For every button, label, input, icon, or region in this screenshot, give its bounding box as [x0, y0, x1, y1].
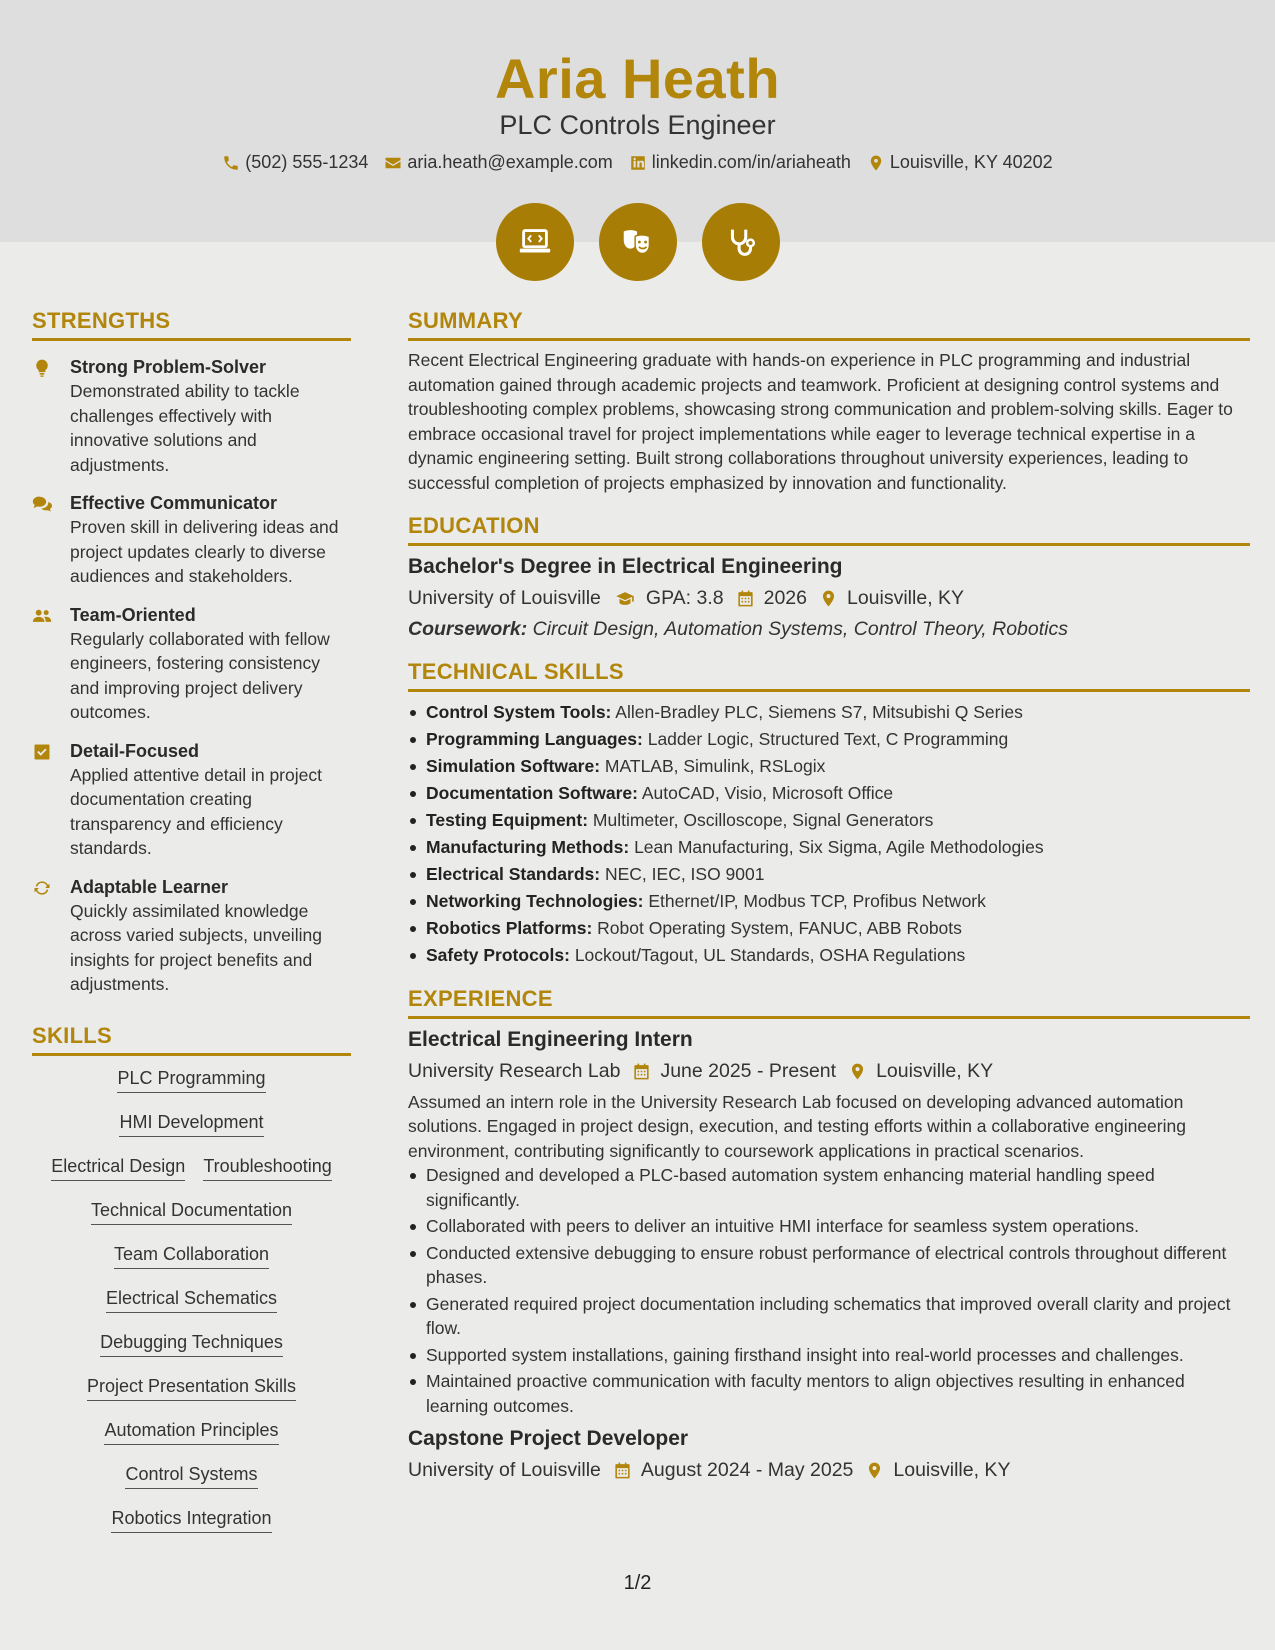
linkedin-icon: [629, 154, 647, 172]
strength-desc: Demonstrated ability to tackle challenges effectively with innovative solutions and adjustments.: [70, 381, 300, 475]
tech-value: Ethernet/IP, Modbus TCP, Profibus Network: [648, 891, 986, 911]
list-item: [408, 754, 1250, 779]
strength-title: Effective Communicator: [70, 493, 278, 513]
skill-tag: Debugging Techniques: [100, 1330, 283, 1357]
coursework-line: [408, 618, 1250, 641]
job-location: Louisville, KY: [876, 1059, 994, 1082]
list-item: [408, 835, 1250, 860]
skill-tag: Automation Principles: [104, 1418, 278, 1445]
job-title: Electrical Engineering Intern: [408, 1027, 693, 1051]
contact-linkedin[interactable]: [629, 152, 851, 173]
tech-value: AutoCAD, Visio, Microsoft Office: [641, 783, 894, 803]
interest-badges: [0, 203, 1275, 281]
map-marker-icon: [865, 1461, 884, 1480]
gpa-text: GPA: 3.8: [645, 587, 724, 609]
job-meta: [408, 1060, 1250, 1083]
skill-tag: Electrical Design: [51, 1154, 185, 1181]
tech-value: Robot Operating System, FANUC, ABB Robots: [597, 918, 962, 938]
phone-text: (502) 555-1234: [245, 152, 369, 172]
contact-bar: [0, 152, 1275, 173]
list-item: [408, 727, 1250, 752]
strength-desc: Proven skill in delivering ideas and project updates clearly to diverse audiences and stakeholders.: [70, 517, 339, 586]
right-column: [408, 308, 1250, 1482]
job-description: Assumed an intern role in the University Research Lab focused on developing advanced automation solutions. Engaged in project design, execution, and testing efforts within a collaborative engineering environment, contributing significantly to coursework applications in practical scenarios.: [408, 1091, 1186, 1161]
school-name: University of Louisville: [408, 587, 601, 609]
map-marker-icon: [819, 589, 838, 608]
skill-tag: Control Systems: [125, 1462, 257, 1489]
job-bullets: [408, 1163, 1250, 1418]
skill-tag: Robotics Integration: [111, 1506, 271, 1533]
experience-section: [408, 986, 1250, 1483]
tech-value: MATLAB, Simulink, RSLogix: [604, 756, 826, 776]
contact-phone: [222, 152, 368, 173]
laptop-code-icon: [496, 203, 574, 281]
strength-title: Adaptable Learner: [70, 876, 229, 897]
tech-value: NEC, IEC, ISO 9001: [604, 864, 765, 884]
experience-heading: EXPERIENCE: [408, 986, 1250, 1019]
job-title: Capstone Project Developer: [408, 1427, 689, 1450]
list-item: Maintained proactive communication with faculty mentors to align objectives resulting in enhanced learning outcomes.: [408, 1369, 1250, 1418]
calendar-icon: [613, 1461, 632, 1480]
sync-icon: [32, 878, 52, 898]
skill-tag: HMI Development: [119, 1110, 263, 1137]
strengths-heading: STRENGTHS: [32, 308, 351, 341]
left-column: [32, 308, 351, 1550]
calendar-icon: [632, 1062, 651, 1081]
list-item: [408, 862, 1250, 887]
education-meta: [408, 587, 1250, 610]
envelope-icon: [384, 154, 402, 172]
tech-value: Lean Manufacturing, Six Sigma, Agile Methodologies: [634, 837, 1044, 857]
strength-title: Strong Problem-Solver: [70, 357, 267, 377]
job-location: Louisville, KY: [893, 1459, 1011, 1481]
location-text: Louisville, KY 40202: [889, 152, 1053, 172]
summary-heading: SUMMARY: [408, 308, 1250, 341]
list-item: Supported system installations, gaining firsthand insight into real-world processes and challenges.: [408, 1343, 1250, 1368]
coursework-list: Circuit Design, Automation Systems, Control Theory, Robotics: [532, 618, 1068, 640]
list-item: Designed and developed a PLC-based automation system enhancing material handling speed significantly.: [408, 1163, 1250, 1212]
skill-tag: Project Presentation Skills: [87, 1374, 296, 1401]
grad-year: 2026: [763, 587, 807, 609]
coursework-label: Coursework:: [408, 618, 528, 640]
job-dates: June 2025 - Present: [660, 1059, 837, 1082]
tech-label: Simulation Software:: [426, 756, 601, 776]
contact-email[interactable]: [384, 152, 612, 173]
job-org: University of Louisville: [408, 1459, 601, 1481]
tech-label: Safety Protocols:: [426, 945, 570, 965]
skill-tag: Team Collaboration: [114, 1242, 269, 1269]
summary-section: [408, 308, 1250, 495]
contact-location: [867, 152, 1053, 173]
strength-desc: Regularly collaborated with fellow engineers, fostering consistency and improving project delivery outcomes.: [70, 628, 330, 722]
calendar-icon: [736, 589, 755, 608]
check-square-icon: [32, 742, 52, 762]
strength-title: Team-Oriented: [70, 604, 196, 625]
tech-label: Electrical Standards:: [426, 864, 601, 884]
tech-value: Lockout/Tagout, UL Standards, OSHA Regulations: [574, 945, 966, 965]
strength-title: Detail-Focused: [70, 740, 200, 761]
strength-desc: Quickly assimilated knowledge across varied subjects, unveiling insights for project benefits and adjustments.: [70, 900, 322, 994]
tech-label: Robotics Platforms:: [426, 918, 593, 938]
tech-label: Manufacturing Methods:: [426, 837, 630, 857]
skill-tag: Technical Documentation: [91, 1198, 292, 1225]
tech-value: Ladder Logic, Structured Text, C Programming: [647, 729, 1009, 749]
job-org: University Research Lab: [408, 1059, 621, 1082]
job-dates: August 2024 - May 2025: [640, 1459, 854, 1481]
skills-section: [32, 1023, 351, 1550]
job-entry: [408, 1427, 1250, 1482]
degree-title: Bachelor's Degree in Electrical Engineering: [408, 555, 843, 578]
list-item: [408, 808, 1250, 833]
tech-label: Testing Equipment:: [426, 810, 589, 830]
map-marker-icon: [867, 154, 885, 172]
graduation-cap-icon: [613, 589, 637, 608]
summary-text: Recent Electrical Engineering graduate with hands-on experience in PLC programming and industrial automation gained through academic projects and teamwork. Proficient at designing control systems and troubleshooting complex problems, showcasing strong communication and problem-solving skills. Eager to embrace occasional travel for project implementations while eager to leverage technical expertise in a dynamic engineering setting. Built strong collaborations throughout university experiences, leading to successful completion of projects emphasized by innovation and functionality.: [408, 350, 1233, 493]
list-item: [408, 700, 1250, 725]
skill-tag: PLC Programming: [117, 1066, 265, 1093]
strength-desc: Applied attentive detail in project documentation creating transparency and efficiency standards.: [70, 764, 322, 858]
candidate-name: Aria Heath: [494, 47, 781, 110]
technical-skills-heading: TECHNICAL SKILLS: [408, 659, 1250, 692]
strength-item: [32, 739, 351, 861]
tech-value: Multimeter, Oscilloscope, Signal Generators: [592, 810, 934, 830]
strength-item: [32, 491, 351, 589]
strength-item: [32, 603, 351, 725]
phone-icon: [222, 154, 240, 172]
list-item: Collaborated with peers to deliver an intuitive HMI interface for seamless system operations.: [408, 1214, 1250, 1239]
job-meta: [408, 1459, 1250, 1482]
skills-list: [32, 1066, 351, 1550]
list-item: [408, 889, 1250, 914]
strength-item: [32, 875, 351, 997]
resume-header: [0, 0, 1275, 242]
page-number: 1/2: [623, 1572, 652, 1594]
job-entry: [408, 1028, 1250, 1419]
skill-tag: Troubleshooting: [203, 1154, 331, 1181]
technical-skills-section: [408, 659, 1250, 968]
technical-skills-list: [408, 700, 1250, 968]
users-icon: [32, 606, 52, 626]
list-item: [408, 943, 1250, 968]
stethoscope-icon: [702, 203, 780, 281]
candidate-role: PLC Controls Engineer: [499, 110, 776, 140]
linkedin-text[interactable]: linkedin.com/in/ariaheath: [651, 152, 851, 172]
email-text[interactable]: aria.heath@example.com: [407, 152, 613, 172]
comments-icon: [32, 494, 52, 514]
skill-tag: Electrical Schematics: [106, 1286, 277, 1313]
theater-masks-icon: [599, 203, 677, 281]
strength-item: [32, 355, 351, 477]
school-location: Louisville, KY: [846, 587, 965, 609]
skills-heading: SKILLS: [32, 1023, 351, 1056]
tech-label: Programming Languages:: [426, 729, 643, 749]
list-item: [408, 781, 1250, 806]
map-marker-icon: [848, 1062, 867, 1081]
education-section: [408, 513, 1250, 641]
list-item: [408, 916, 1250, 941]
tech-label: Networking Technologies:: [426, 891, 644, 911]
list-item: Conducted extensive debugging to ensure robust performance of electrical controls throughout different phases.: [408, 1241, 1250, 1290]
tech-value: Allen-Bradley PLC, Siemens S7, Mitsubishi Q Series: [615, 702, 1023, 722]
tech-label: Documentation Software:: [426, 783, 638, 803]
education-heading: EDUCATION: [408, 513, 1250, 546]
list-item: Generated required project documentation including schematics that improved overall clarity and project flow.: [408, 1292, 1250, 1341]
lightbulb-icon: [32, 358, 52, 378]
tech-label: Control System Tools:: [426, 702, 612, 722]
